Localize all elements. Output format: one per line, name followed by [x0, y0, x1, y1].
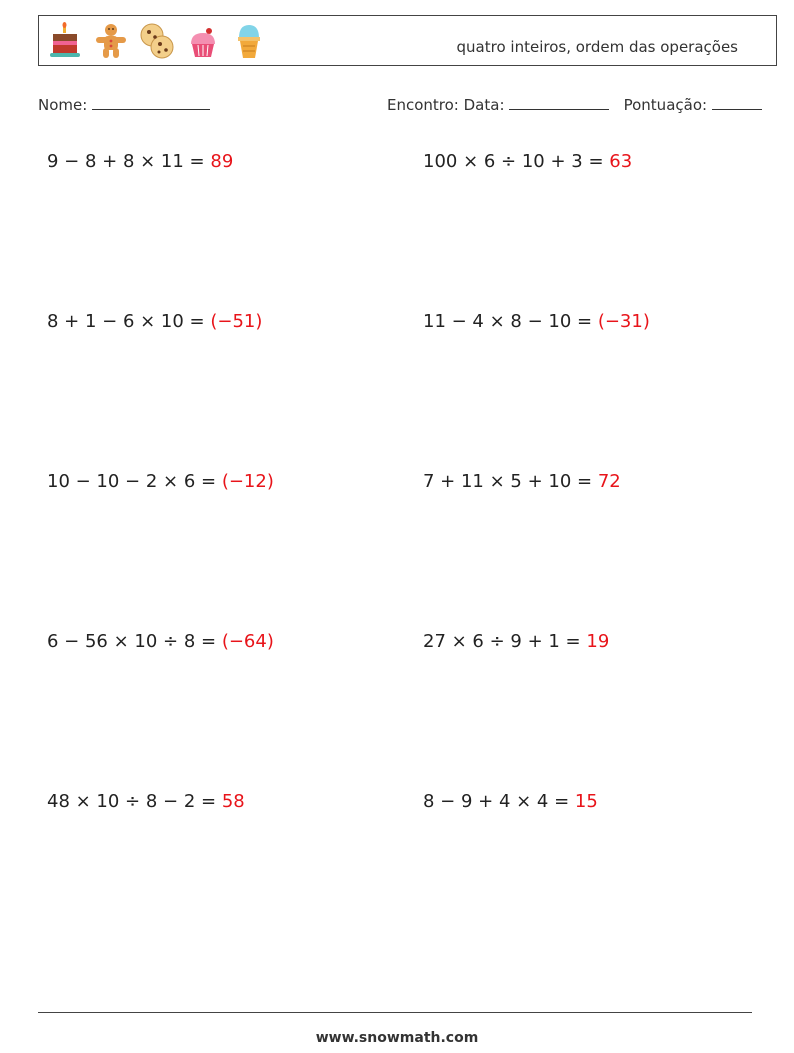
footer-divider	[38, 1012, 752, 1013]
problem-answer: (−12)	[221, 471, 274, 492]
problem-answer: 89	[210, 151, 234, 172]
problem-4	[423, 311, 650, 332]
ice-cream-icon	[231, 22, 267, 60]
problem-2	[423, 151, 632, 172]
problem-answer: 63	[609, 151, 633, 172]
problem-expression: 10 − 10 − 2 × 6 =	[47, 471, 222, 492]
worksheet-title: quatro inteiros, ordem das operações	[456, 38, 738, 56]
date-blank[interactable]	[509, 95, 609, 110]
date-score-fields	[387, 95, 762, 114]
date-label: Encontro: Data:	[387, 96, 505, 114]
problem-expression: 100 × 6 ÷ 10 + 3 =	[423, 151, 610, 172]
problem-7	[47, 631, 274, 652]
score-blank[interactable]	[712, 95, 762, 110]
worksheet-header	[38, 15, 777, 66]
gingerbread-icon	[93, 22, 129, 60]
problem-6	[423, 471, 621, 492]
problem-10	[423, 791, 598, 812]
problem-3	[47, 311, 262, 332]
name-label: Nome:	[38, 96, 88, 114]
problem-answer: (−64)	[221, 631, 274, 652]
problem-5	[47, 471, 274, 492]
cookies-icon	[139, 22, 175, 60]
problem-expression: 8 + 1 − 6 × 10 =	[47, 311, 211, 332]
problem-9	[47, 791, 245, 812]
problem-expression: 9 − 8 + 8 × 11 =	[47, 151, 211, 172]
problem-answer: 72	[597, 471, 621, 492]
cake-icon	[47, 22, 83, 60]
problem-expression: 8 − 9 + 4 × 4 =	[423, 791, 575, 812]
problem-expression: 6 − 56 × 10 ÷ 8 =	[47, 631, 222, 652]
problem-answer: 15	[574, 791, 598, 812]
score-label: Pontuação:	[623, 96, 708, 114]
problem-answer: 19	[586, 631, 610, 652]
problem-expression: 11 − 4 × 8 − 10 =	[423, 311, 598, 332]
problem-expression: 7 + 11 × 5 + 10 =	[423, 471, 598, 492]
problem-expression: 27 × 6 ÷ 9 + 1 =	[423, 631, 587, 652]
name-blank[interactable]	[92, 95, 210, 110]
problem-answer: (−31)	[597, 311, 650, 332]
header-icons	[47, 22, 267, 60]
footer-url[interactable]: www.snowmath.com	[315, 1030, 479, 1046]
problem-1	[47, 151, 233, 172]
problem-expression: 48 × 10 ÷ 8 − 2 =	[47, 791, 222, 812]
cupcake-icon	[185, 22, 221, 60]
name-field	[38, 95, 210, 114]
problem-answer: (−51)	[210, 311, 263, 332]
problem-answer: 58	[221, 791, 245, 812]
problem-8	[423, 631, 609, 652]
